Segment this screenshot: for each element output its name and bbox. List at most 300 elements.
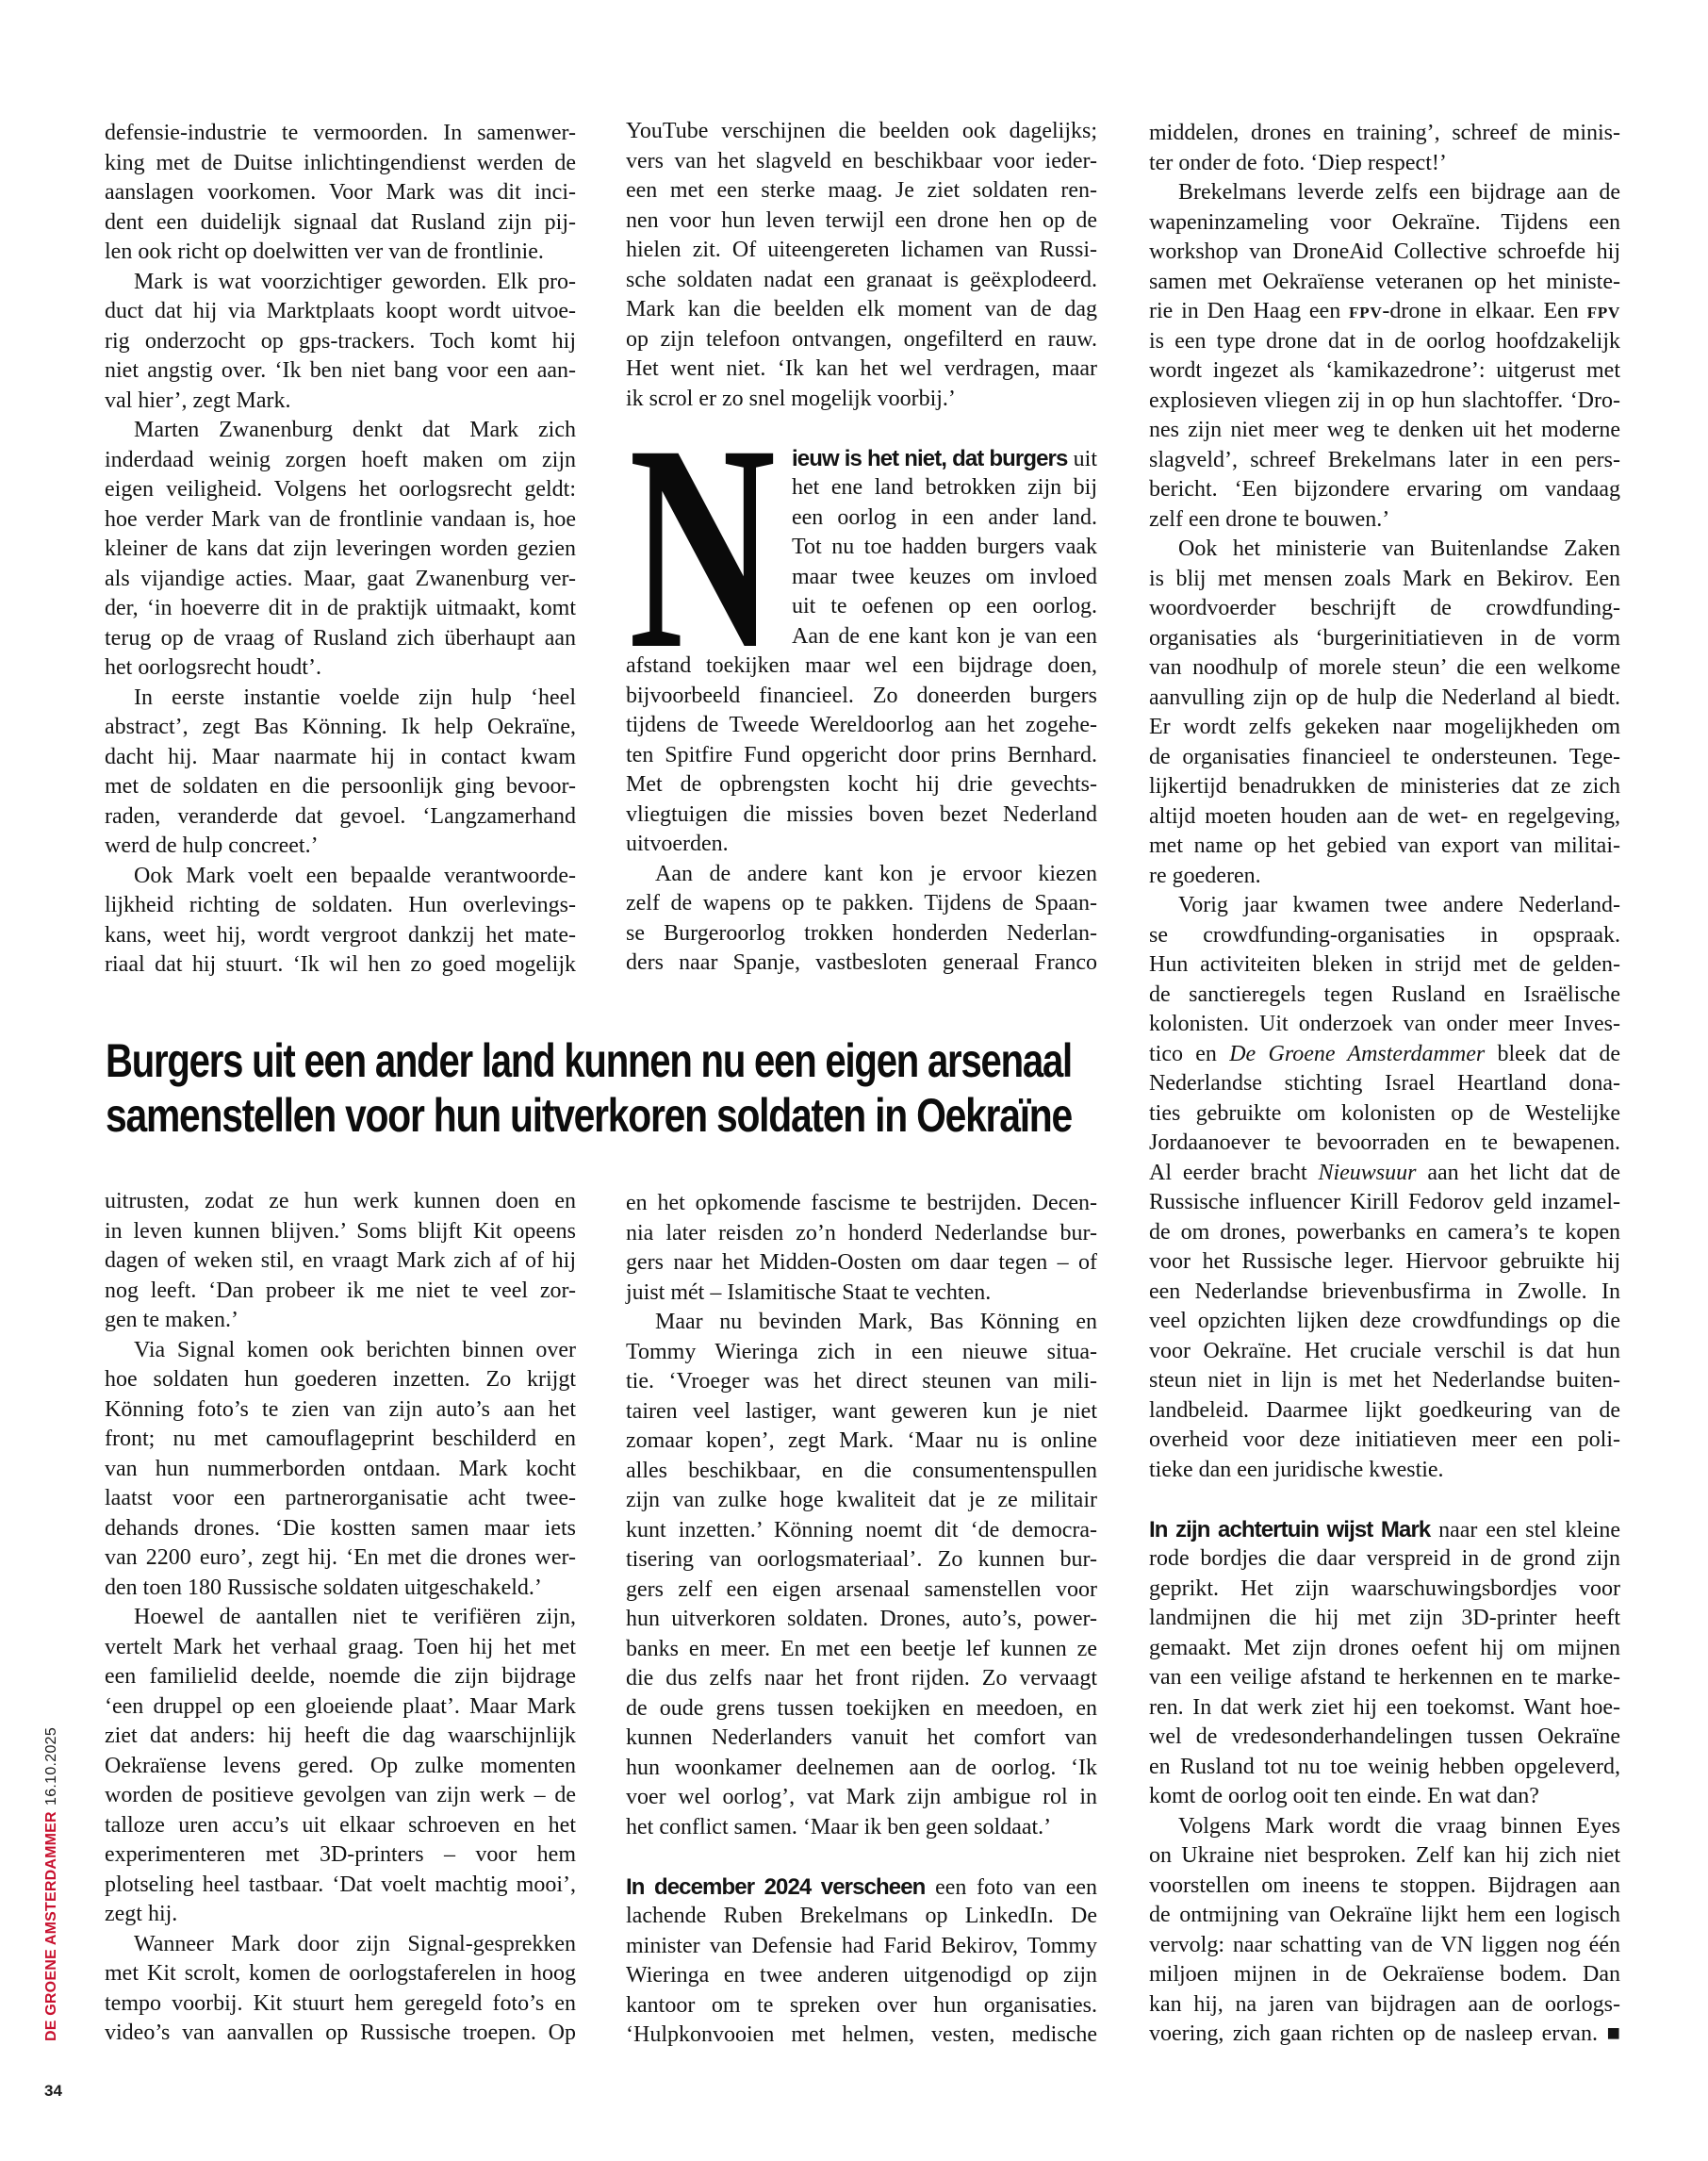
text-run: vers van het slagveld en beschikbaar voor ieder- (626, 148, 1097, 173)
text-run: maar twee keuzes om invloed (792, 564, 1097, 589)
text-line (1149, 981, 1620, 1011)
text-run: met Kit scrolt, komen de oorlogstaferelen in hoog (105, 1961, 576, 1986)
text-run: sche soldaten nadat een granaat is geëxplodeerd. (626, 267, 1097, 292)
text-run: die dus zelfs naar het front rijden. Zo vervaagt (626, 1666, 1097, 1691)
text-run: Met de opbrengsten kocht hij drie gevechts- (626, 772, 1097, 797)
text-run: ziet dat anders: hij heeft die dag waarschijnlijk (105, 1724, 576, 1748)
text-run: van een veilige afstand te herkennen en te marke- (1149, 1665, 1620, 1690)
text-run: tie. ‘Vroeger was het direct steunen van mili- (626, 1369, 1097, 1394)
text-run: Oekraïense levens gered. Op zulke momenten (105, 1753, 576, 1778)
text-line (105, 565, 576, 595)
text-run: voorstellen om ineens te stoppen. Bijdragen aan (1149, 1872, 1620, 1898)
text-line (626, 117, 1097, 147)
text-line (105, 1871, 576, 1901)
text-line (105, 2019, 576, 2049)
text-run: minister van Defensie had Farid Bekirov, Tommy (626, 1933, 1097, 1958)
text-line (1149, 1456, 1620, 1486)
text-line (105, 1395, 576, 1426)
text-line (1149, 2020, 1620, 2050)
text-line (626, 652, 1097, 682)
text-run: tijdens de Tweede Wereldoorlog aan het zogehe- (626, 713, 1097, 737)
text-run: experimenteren met 3D-printers – voor hem (105, 1842, 576, 1867)
text-run: king met de Duitse inlichtingendienst werden de (105, 150, 576, 175)
text-run: de oude grens tussen toekijken en meedoen, en (626, 1695, 1097, 1721)
text-run: uitvoerden. (626, 832, 729, 856)
text-run: van 2200 euro’, zegt hij. ‘En met die drones wer- (105, 1545, 576, 1570)
text-run: kolonisten. Uit onderzoek van onder meer Inves- (1149, 1012, 1620, 1036)
text-line (1149, 624, 1620, 654)
text-run: YouTube verschijnen die beelden ook dagelijks; (626, 119, 1097, 143)
text-line (1178, 535, 1620, 565)
text-line (626, 1367, 1097, 1397)
text-run: veel opzichten lijken deze crowdfundings op die (1149, 1309, 1620, 1333)
text-line (626, 385, 1097, 415)
text-line (105, 1187, 576, 1217)
text-run: Tot nu toe hadden burgers vaak (792, 535, 1097, 559)
text-line (1149, 921, 1620, 951)
text-line (105, 297, 576, 327)
text-line (1149, 1604, 1620, 1634)
text-line (1149, 268, 1620, 298)
text-run: se crowdfunding-organisaties in opspraak. (1149, 922, 1620, 948)
text-run: Vorig jaar kwamen twee andere Nederland- (1178, 893, 1620, 917)
text-line (1149, 1990, 1620, 2021)
text-line (134, 684, 576, 714)
text-line (626, 266, 1097, 296)
text-line (626, 2021, 1097, 2051)
text-line (1149, 416, 1620, 446)
text-line (626, 1664, 1097, 1694)
text-run: plotseling heel tastbaar. ‘Dat voelt machtig mooi’, (105, 1872, 576, 1897)
text-run: Hun activiteiten bleken in strijd met de gelden- (1149, 952, 1620, 977)
text-run: Hoewel de aantallen niet te verifiëren zijn, (134, 1605, 576, 1629)
text-run: workshop van DroneAid Collective schroefde hij (1149, 239, 1620, 264)
text-line (134, 416, 576, 446)
text-line (1149, 1753, 1620, 1783)
text-line (626, 1605, 1097, 1635)
text-run: len ook richt op doelwitten ver van de frontlinie. (105, 239, 544, 264)
text-run: nog leeft. ‘Dan probeer ik me niet te veel zor- (105, 1278, 576, 1303)
text-line (105, 1662, 576, 1692)
text-run: Tommy Wieringa zich in een nieuwe situa- (626, 1339, 1097, 1364)
text-line (1149, 1069, 1620, 1099)
text-line (1178, 1812, 1620, 1842)
text-line (105, 950, 576, 981)
text-run: tairen veel lastiger, want geweren kun je niet (626, 1398, 1097, 1424)
text-run: de sanctieregels tegen Rusland en Israëlische (1149, 982, 1620, 1007)
text-run: van hun nummerborden ontdaan. Mark kocht (105, 1456, 576, 1481)
text-line (105, 1574, 576, 1604)
text-run: voer wel oorlog’, vat Mark zijn ambigue rol in (626, 1785, 1097, 1809)
text-line (792, 444, 1097, 474)
text-line (1178, 891, 1620, 921)
text-line (655, 1308, 1097, 1338)
text-line (626, 1427, 1097, 1457)
text-line (626, 236, 1097, 266)
text-line (1149, 713, 1620, 743)
text-line (626, 1635, 1097, 1665)
text-run: zijn van zulke hoge kwaliteit dat je ze militair (626, 1488, 1097, 1512)
text-run: wel de vredesonderhandelingen tussen Oekraïne (1149, 1724, 1620, 1749)
text-run: -drone in elkaar. Een (1382, 299, 1587, 323)
text-run: Al eerder bracht (1149, 1160, 1319, 1185)
text-run: voering, zich gaan richten op de nasleep ervan. (1149, 2021, 1607, 2046)
text-line (626, 176, 1097, 206)
text-run: de organisaties financieel te ondersteunen. Tege- (1149, 744, 1620, 769)
text-run: Ook Mark voelt een bepaalde verantwoorde- (134, 863, 576, 888)
text-run: rode bordjes die daar verspreid in de grond zijn (1149, 1546, 1620, 1571)
text-run: raden, veranderde dat gevoel. ‘Langzamerhand (105, 803, 576, 829)
text-run: met de soldaten en die persoonlijk ging bevoor- (105, 774, 576, 799)
text-line (792, 563, 1097, 593)
text-run: lachende Ruben Brekelmans op LinkedIn. De (626, 1904, 1097, 1928)
text-run: een oorlog in een ander land. (792, 504, 1097, 530)
text-line (1149, 1544, 1620, 1575)
text-run: duct dat hij via Marktplaats koopt wordt uitvoe- (105, 299, 576, 323)
text-line (1149, 1247, 1620, 1278)
text-line (1149, 1426, 1620, 1456)
text-run: steun niet in lijn is met het Nederlandse buiten- (1149, 1368, 1620, 1393)
text-line (626, 1872, 1097, 1903)
text-line (1149, 1218, 1620, 1248)
text-run: niet angstig over. ‘Ik ben niet bang voor een aan- (105, 358, 576, 383)
text-line (1149, 1188, 1620, 1218)
text-run: Er wordt zelfs gekeken naar mogelijkheden om (1149, 715, 1620, 739)
text-line (105, 1811, 576, 1841)
text-run: Maar nu bevinden Mark, Bas Könning en (655, 1310, 1097, 1334)
text-line (1149, 1841, 1620, 1872)
text-line (1149, 1337, 1620, 1367)
text-run: is een type drone dat in de oorlog hoofdzakelijk (1149, 328, 1620, 354)
text-run: kleiner de kans dat zijn leveringen worden gezien (105, 536, 576, 561)
text-run: in leven kunnen blijven.’ Soms blijft Kit opeens (105, 1218, 576, 1244)
text-line (134, 1930, 576, 1960)
text-run: dagen of weken stil, en vraagt Mark zich af of hij (105, 1248, 576, 1273)
text-line (105, 1633, 576, 1663)
text-run: rig onderzocht op gps-trackers. Toch komt hij (105, 328, 576, 354)
text-line (105, 535, 576, 565)
text-run: overheid voor deze initiatieven meer een poli- (1149, 1427, 1620, 1452)
text-run: zelf een drone te bouwen.’ (1149, 506, 1390, 532)
text-line (105, 891, 576, 921)
text-line (105, 1722, 576, 1752)
text-line (105, 802, 576, 833)
text-line (626, 1457, 1097, 1487)
text-line (1149, 1723, 1620, 1753)
text-run: kantoor om te spreken over hun organisaties. (626, 1992, 1097, 2018)
text-run: het ene land betrokken zijn bij (792, 475, 1097, 500)
text-run: naar een stel kleine (1430, 1517, 1620, 1542)
text-run: gers naar het Midden-Oosten om daar tegen – of (626, 1250, 1097, 1275)
lead-in-bold: In december 2024 verscheen (626, 1873, 926, 1900)
text-line (1149, 1960, 1620, 1990)
text-line (626, 1486, 1097, 1516)
text-line (105, 1306, 576, 1336)
text-line (626, 1516, 1097, 1546)
text-line (626, 1991, 1097, 2021)
text-run: Marten Zwanenburg denkt dat Mark zich (134, 418, 576, 442)
text-run: middelen, drones en training’, schreef de minis- (1149, 121, 1620, 145)
text-line (105, 1900, 576, 1930)
text-line (792, 503, 1097, 534)
text-line (105, 119, 576, 149)
text-run: een met een sterke maag. Je ziet soldaten ren- (626, 178, 1097, 203)
text-line (626, 1545, 1097, 1575)
headline-line-text: samenstellen voor hun uitverkoren soldaten in Oekraïne (106, 1089, 1072, 1142)
text-line (626, 1397, 1097, 1427)
text-line (105, 208, 576, 239)
text-line (105, 1543, 576, 1574)
text-run: lijkertijd benadrukken de ministeries dat ze zich (1149, 774, 1620, 799)
text-run: ‘Hulpkonvooien met helmen, vesten, medische (626, 2022, 1097, 2047)
text-run: ties gebruikte om kolonisten op de Westelijke (1149, 1100, 1620, 1126)
text-run: afstand toekijken maar wel een bijdrage doen, (626, 653, 1097, 678)
text-line (105, 832, 576, 862)
text-run: hoe verder Mark van de frontlinie vandaan is, hoe (105, 506, 576, 532)
text-line (1149, 327, 1620, 357)
text-line (105, 1781, 576, 1811)
text-line (105, 446, 576, 476)
text-run: uit te oefenen op een oorlog. (792, 594, 1097, 619)
text-line (1149, 356, 1620, 387)
text-line (1149, 1575, 1620, 1605)
text-line (105, 1752, 576, 1782)
text-run: front; nu met camouflageprint beschilderd en (105, 1427, 576, 1451)
text-run: op zijn telefoon ontvangen, ongefilterd en rauw. (626, 326, 1097, 352)
headline-line (106, 1033, 1072, 1088)
text-run: abstract’, zegt Bas Könning. Ik help Oekraïne, (105, 715, 576, 739)
text-line (105, 921, 576, 951)
text-line (1149, 1307, 1620, 1337)
text-run: Wanneer Mark door zijn Signal-gesprekken (134, 1931, 576, 1956)
text-run: Mark is wat voorzichtiger geworden. Elk pro- (134, 269, 576, 294)
text-line (1149, 1663, 1620, 1693)
text-line (105, 1425, 576, 1455)
text-run: voor het Russische leger. Hiervoor gebruikte hij (1149, 1249, 1620, 1274)
text-line (626, 206, 1097, 237)
text-run: en het opkomende fascisme te bestrijden. Decen- (626, 1191, 1097, 1215)
text-line (1149, 565, 1620, 595)
text-run: Ook het ministerie van Buitenlandse Zaken (1178, 536, 1620, 561)
text-line (626, 1219, 1097, 1249)
text-run: voor Oekraïne. Het cruciale verschil is dat hun (1149, 1338, 1620, 1363)
text-line (626, 1248, 1097, 1278)
text-line (1149, 862, 1620, 892)
text-line (105, 356, 576, 387)
text-line (1149, 238, 1620, 268)
italic-title: Nieuwsuur (1318, 1160, 1417, 1185)
text-line (655, 860, 1097, 890)
text-run: explosieven vliegen zij in op hun slachtoffer. ‘Dro- (1149, 388, 1620, 413)
text-run: organisaties als ‘burgerinitiatieven in de vorm (1149, 625, 1620, 651)
text-run: banks en meer. En met een beetje lef kunnen ze (626, 1636, 1097, 1661)
text-run: wordt ingezet als ‘kamikazedrone’: uitgerust met (1149, 358, 1620, 383)
text-line (1149, 1366, 1620, 1396)
text-run: alles beschikbaar, en die consumentenspullen (626, 1458, 1097, 1483)
text-line (1149, 594, 1620, 624)
text-run: val hier’, zegt Mark. (105, 388, 291, 413)
text-run: bericht. ‘Een bijzondere ervaring om vandaag (1149, 477, 1620, 502)
text-run: tico en (1149, 1041, 1230, 1066)
text-run: riaal dat hij stuurt. ‘Ik wil hen zo goed mogelijk (105, 952, 576, 977)
text-run: vliegtuigen die missies boven bezet Nederland (626, 801, 1097, 827)
text-run: talloze uren accu’s uit elkaar schroeven en het (105, 1812, 576, 1838)
text-line (792, 622, 1097, 652)
text-run: de ontmijning van Oekraïne lijkt hem een logisch (1149, 1903, 1620, 1927)
text-line (1149, 297, 1620, 327)
text-line (105, 1959, 576, 1989)
text-run: aanvulling zijn op de hulp die Nederland al biedt. (1149, 685, 1620, 710)
text-line (626, 295, 1097, 325)
text-run: Aan de ene kant kon je van een (792, 623, 1097, 649)
text-run: defensie-industrie te vermoorden. In samenwer- (105, 121, 576, 145)
text-run: dehands drones. ‘Die kostten samen maar iets (105, 1515, 576, 1541)
text-run: tieke dan een juridische kwestie. (1149, 1457, 1444, 1482)
text-line (626, 830, 1097, 860)
text-line (1149, 446, 1620, 476)
text-line (1149, 1396, 1620, 1427)
text-line (1149, 772, 1620, 802)
text-run: wapeninzameling voor Oekraïne. Tijdens een (1149, 209, 1620, 235)
text-run: een Nederlandse brievenbusfirma in Zwolle. In (1149, 1278, 1620, 1304)
text-line (626, 889, 1097, 919)
text-run: Wieringa en twee anderen uitgenodigd op zijn (626, 1963, 1097, 1988)
text-run: Via Signal komen ook berichten binnen over (134, 1337, 576, 1362)
text-run: ren. In dat werk ziet hij een toekomst. Want hoe- (1149, 1694, 1620, 1720)
text-line (105, 505, 576, 536)
text-line (1149, 653, 1620, 684)
text-run: der, ‘in hoeverre dit in de praktijk uitmaakt, komt (105, 596, 576, 620)
text-line (626, 355, 1097, 385)
text-run: zelf de wapens op te pakken. Tijdens de Spaan- (626, 891, 1097, 916)
text-line (105, 238, 576, 268)
text-line (1149, 1129, 1620, 1159)
text-line (1149, 743, 1620, 773)
text-line (1149, 1901, 1620, 1931)
text-run: hoe soldaten hun goederen inzetten. Zo krijgt (105, 1367, 576, 1392)
text-line (626, 1724, 1097, 1754)
page-number: 34 (44, 2082, 62, 2100)
italic-title: De Groene Amsterdammer (1229, 1041, 1486, 1066)
text-line (1149, 1634, 1620, 1664)
text-run: den toen 180 Russische soldaten uitgeschakeld.’ (105, 1575, 542, 1600)
text-run: uit (1067, 446, 1097, 471)
text-line (1149, 1159, 1620, 1189)
end-mark-icon: ■ (1606, 2021, 1620, 2046)
text-run: tisering van oorlogsmateriaal’. Zo kunnen bur- (626, 1547, 1097, 1572)
text-run: tempo voorbij. Kit stuurt hem geregeld foto’s en (105, 1990, 576, 2016)
text-line (792, 533, 1097, 563)
text-run: nes zijn niet meer weg te denken uit het moderne (1149, 418, 1620, 442)
headline-line (106, 1088, 1072, 1143)
text-line (626, 711, 1097, 741)
text-run: kunnen Nederlanders vanuit het comfort van (626, 1725, 1097, 1750)
text-run: landmijnen die hij met zijn 3D-printer heeft (1149, 1606, 1620, 1630)
text-line (626, 1338, 1097, 1368)
text-run: Könning foto’s te zien van zijn auto’s aan het (105, 1396, 576, 1422)
text-run: Aan de andere kant kon je ervoor kiezen (655, 861, 1097, 886)
text-run: ‘een druppel op een gloeiende plaat’. Maar Mark (105, 1693, 576, 1719)
text-run: is blij met mensen zoals Mark en Bekirov. Een (1149, 566, 1620, 591)
text-line (1149, 832, 1620, 862)
text-line (1149, 1278, 1620, 1308)
text-line (1149, 119, 1620, 149)
small-caps-acronym: FPV (1586, 304, 1620, 322)
text-run: rie in Den Haag een (1149, 299, 1350, 323)
text-line (105, 1692, 576, 1723)
small-caps-acronym: FPV (1349, 304, 1383, 322)
text-run: bijvoorbeeld financieel. Zo doneerden burgers (626, 683, 1097, 708)
text-line (626, 1278, 1097, 1309)
text-line (105, 1217, 576, 1247)
text-run: werd de hulp concreet.’ (105, 833, 319, 858)
text-line (626, 682, 1097, 712)
text-line (1149, 1931, 1620, 1961)
text-line (134, 268, 576, 298)
text-run: se Burgeroorlog trokken honderden Nederlan- (626, 920, 1097, 946)
text-run: worden de positieve gevolgen van zijn werk – de (105, 1783, 576, 1807)
text-line (1149, 505, 1620, 536)
text-run: een familielid deelde, noemde die zijn bijdrage (105, 1664, 576, 1689)
text-run: komt de oorlog ooit ten einde. En wat dan? (1149, 1784, 1539, 1808)
text-line (1149, 1515, 1620, 1545)
text-line (626, 1961, 1097, 1991)
text-line (134, 1336, 576, 1366)
text-run: slagveld’, schreef Brekelmans later in een pers- (1149, 447, 1620, 472)
text-line (792, 473, 1097, 503)
text-run: landbeleid. Daarmee lijkt goedkeuring van de (1149, 1397, 1620, 1423)
text-line (105, 743, 576, 773)
text-line (105, 653, 576, 684)
text-run: hielen zit. Of uiteengereten lichamen van Russi- (626, 238, 1097, 262)
text-line (105, 772, 576, 802)
text-line (105, 178, 576, 208)
text-run: ders naar Spanje, vastbesloten generaal Franco (626, 950, 1097, 975)
text-run: een foto van een (925, 1874, 1097, 1900)
text-line (105, 1277, 576, 1307)
text-line (105, 594, 576, 624)
publication-running-label (41, 1727, 62, 2041)
text-run: inderdaad weinig zorgen hoeft maken om zijn (105, 447, 576, 472)
text-line (105, 475, 576, 505)
text-line (1149, 1010, 1620, 1040)
text-line (1149, 1040, 1620, 1070)
text-line (1149, 802, 1620, 833)
text-line (626, 949, 1097, 979)
lead-in-bold: ieuw is het niet, dat burgers (792, 445, 1068, 471)
text-line (134, 1603, 576, 1633)
text-run: geprikt. Het zijn waarschuwingsbordjes voor (1149, 1575, 1620, 1601)
text-line (626, 1932, 1097, 1962)
text-run: ten Spitfire Fund opgericht door prins Bernhard. (626, 742, 1097, 767)
text-run: gemaakt. Met zijn drones oefent hij om mijnen (1149, 1635, 1620, 1660)
text-run: de om drones, powerbanks en camera’s te kopen (1149, 1219, 1620, 1245)
text-run: hun uitverkoren soldaten. Drones, auto’s, power- (626, 1607, 1097, 1631)
text-run: samen met Oekraïense veteranen op het ministe- (1149, 269, 1620, 294)
text-run: Brekelmans leverde zelfs een bijdrage aan de (1178, 180, 1620, 205)
text-line (1149, 1099, 1620, 1130)
text-line (105, 327, 576, 357)
text-run: Volgens Mark wordt die vraag binnen Eyes (1178, 1813, 1620, 1839)
text-run: juist mét – Islamitische Staat te vechten. (626, 1279, 992, 1305)
text-line (1149, 208, 1620, 239)
text-run: kans, weet hij, wordt vergroot dankzij het mate- (105, 922, 576, 948)
text-run: In eerste instantie voelde zijn hulp ‘heel (134, 685, 576, 710)
text-line (105, 1484, 576, 1514)
text-run: kan hij, na jaren van bijdragen aan de oorlogs- (1149, 1991, 1620, 2017)
text-line (626, 1575, 1097, 1606)
text-run: zomaar kopen’, zegt Mark. ‘Maar nu is online (626, 1428, 1097, 1453)
